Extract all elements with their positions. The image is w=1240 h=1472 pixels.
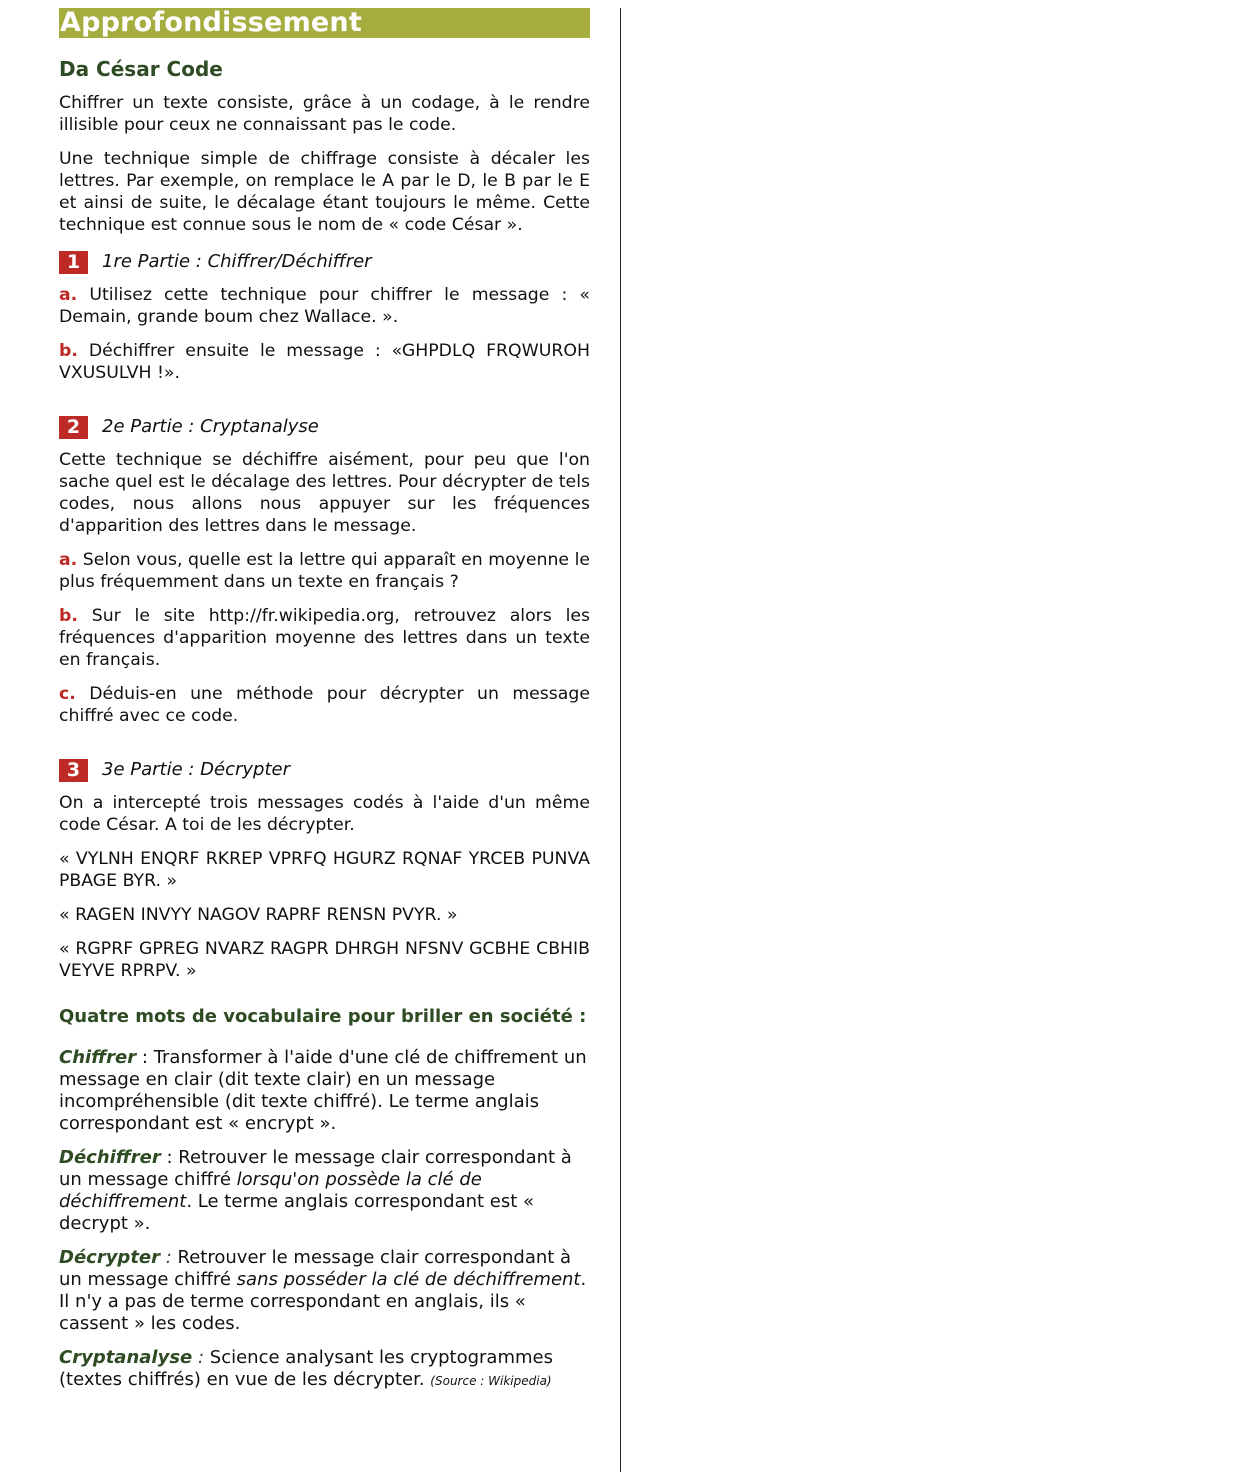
vocabulary-heading: Quatre mots de vocabulaire pour briller en société : [59, 1006, 587, 1027]
definition-cryptanalyse: Cryptanalyse : Science analysant les cryptogrammes (textes chiffrés) en vue de les décrypter. (Source : Wikipedia) [59, 1347, 553, 1390]
question-label: b. [59, 341, 78, 361]
question-label: b. [59, 606, 78, 626]
part-3-heading [59, 758, 590, 782]
intro-paragraph-2: Une technique simple de chiffrage consiste à décaler les lettres. Par exemple, on remplace le A par le D, le B par le E et ainsi de suite, le décalage étant toujours le même. Cette technique est connue sous le nom de « code César ». [59, 149, 590, 235]
question-text: Déchiffrer ensuite le message : «GHPDLQ FRQWUROH VXUSULVH !». [59, 341, 590, 383]
part-title: 3e Partie : Décrypter [102, 759, 291, 780]
definition-text: Transformer à l'aide d'une clé de chiffrement un message en clair (dit texte clair) en un message incompréhensible (dit texte chiffré). Le terme anglais correspondant est « encrypt ». [59, 1047, 587, 1134]
question-label: a. [59, 285, 78, 305]
column-divider [620, 8, 621, 1472]
question-1a [59, 284, 590, 328]
part-1-heading [59, 250, 590, 274]
part-3-intro: On a intercepté trois messages codés à l'aide d'un même code César. A toi de les décrypter. [59, 793, 590, 835]
coded-message-1: « VYLNH ENQRF RKREP VPRFQ HGURZ RQNAF YRCEB PUNVA PBAGE BYR. » [59, 849, 590, 891]
left-column [59, 8, 590, 1392]
question-text: Selon vous, quelle est la lettre qui apparaît en moyenne le plus fréquemment dans un texte en français ? [59, 550, 590, 592]
source-note: (Source : Wikipedia) [430, 1374, 552, 1388]
definition-term: Décrypter [59, 1247, 161, 1268]
definition-decrypter: Décrypter : Retrouver le message clair correspondant à un message chiffré sans posséder la clé de déchiffrement. Il n'y a pas de terme correspondant en anglais, ils « cassent » les codes. [59, 1247, 587, 1334]
question-2b [59, 605, 590, 671]
part-title: 2e Partie : Cryptanalyse [102, 416, 319, 437]
coded-message-3: « RGPRF GPREG NVARZ RAGPR DHRGH NFSNV GCBHE CBHIB VEYVE RPRPV. » [59, 939, 590, 981]
part-title: 1re Partie : Chiffrer/Déchiffrer [102, 251, 372, 272]
question-text: Sur le site http://fr.wikipedia.org, retrouvez alors les fréquences d'apparition moyenne des lettres dans un texte en français. [59, 606, 591, 670]
definition-term: Cryptanalyse [59, 1347, 193, 1368]
question-text: Déduis-en une méthode pour décrypter un message chiffré avec ce code. [59, 684, 590, 726]
part-number-badge: 3 [59, 759, 88, 782]
intro-paragraph-1: Chiffrer un texte consiste, grâce à un codage, à le rendre illisible pour ceux ne connaissant pas le code. [59, 93, 590, 135]
definition-chiffrer: Chiffrer : Transformer à l'aide d'une clé de chiffrement un message en clair (dit texte clair) en un message incompréhensible (dit texte chiffré). Le terme anglais correspondant est « encrypt ». [59, 1047, 587, 1134]
question-2c [59, 683, 590, 727]
definition-dechiffrer: Déchiffrer : Retrouver le message clair correspondant à un message chiffré lorsqu'on possède la clé de déchiffrement. Le terme anglais correspondant est « decrypt ». [59, 1147, 572, 1234]
definition-term: Chiffrer [59, 1047, 137, 1068]
page-title: Da César Code [59, 57, 223, 81]
part-number-badge: 2 [59, 416, 88, 439]
coded-message-2: « RAGEN INVYY NAGOV RAPRF RENSN PVYR. » [59, 905, 458, 925]
definition-term: Déchiffrer [59, 1147, 161, 1168]
part-2-heading [59, 415, 590, 439]
section-banner: Approfondissement [59, 8, 590, 38]
part-2-intro: Cette technique se déchiffre aisément, pour peu que l'on sache quel est le décalage des lettres. Pour décrypter de tels codes, nous allons nous appuyer sur les fréquences d'apparition des lettres dans le message. [59, 450, 590, 536]
question-label: c. [59, 684, 76, 704]
part-number-badge: 1 [59, 251, 88, 274]
question-label: a. [59, 550, 78, 570]
question-1b [59, 340, 590, 384]
question-2a [59, 549, 590, 593]
question-text: Utilisez cette technique pour chiffrer le message : « Demain, grande boum chez Wallace. ». [59, 285, 591, 327]
